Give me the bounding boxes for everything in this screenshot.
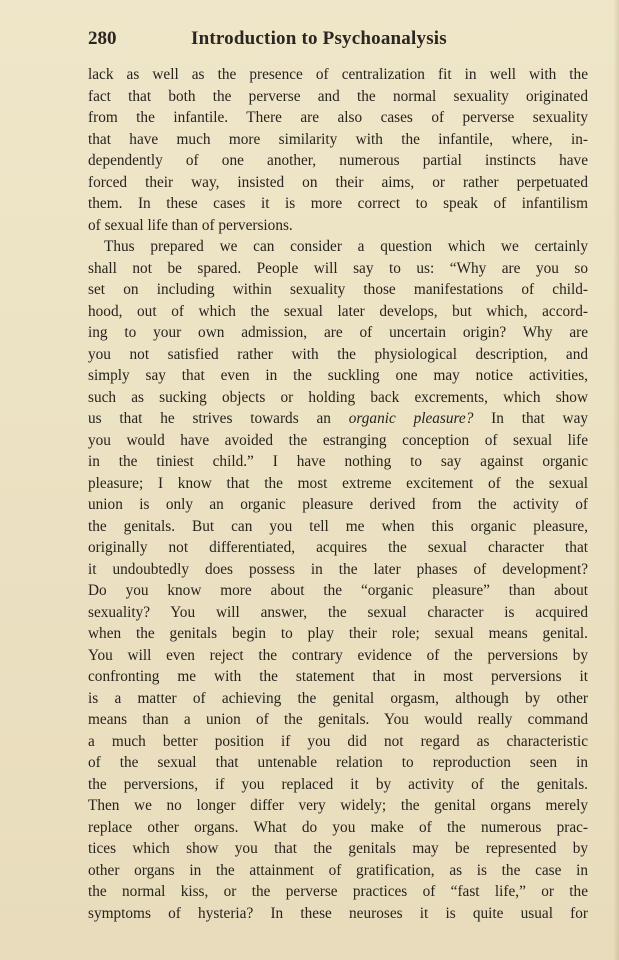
text-line: other organs in the attainment of gratification, as is the case in <box>88 861 588 879</box>
text-line: Do you know more about the “organic pleasure” than about <box>88 582 588 599</box>
text-line: simply say that even in the suckling one may notice activities, <box>88 367 588 384</box>
text-line: sexuality? You will answer, the sexual character is acquired <box>88 603 588 621</box>
text-line: forced their way, insisted on their aims, or rather perpetuated <box>88 173 588 191</box>
text-line: pleasure; I know that the most extreme excitement of the sexual <box>88 474 588 492</box>
text-line: means than a union of the genitals. You would really command <box>88 711 588 728</box>
text-line: confronting me with the statement that in most perversions it <box>88 668 588 685</box>
page-edge-shadow <box>613 0 619 960</box>
text-line: from the infantile. There are also cases of perverse sexuality <box>88 109 588 126</box>
text-line: of the sexual that untenable relation to reproduction seen in <box>88 754 588 771</box>
text-line: lack as well as the presence of centralization fit in well with the <box>88 66 588 83</box>
page-header <box>88 26 588 54</box>
text-line: it undoubtedly does possess in the later phases of development? <box>88 560 588 578</box>
text-line: symptoms of hysteria? In these neuroses it is quite usual for <box>88 904 588 922</box>
text-segment: us that he strives towards an <box>88 410 349 427</box>
text-line: the perversions, if you replaced it by activity of the genitals. <box>88 775 588 793</box>
emphasized-phrase: organic pleasure? <box>348 410 474 427</box>
text-line: the normal kiss, or the perverse practices of “fast life,” or the <box>88 883 588 900</box>
text-line: Then we no longer differ very widely; the genital organs merely <box>88 797 588 814</box>
text-line: is a matter of achieving the genital orgasm, although by other <box>88 689 588 707</box>
text-line: in the tiniest child.” I have nothing to say against organic <box>88 453 588 470</box>
text-line: you would have avoided the estranging conception of sexual life <box>88 431 588 449</box>
text-line: you not satisfied rather with the physiological description, and <box>88 345 588 363</box>
text-segment: In that way <box>473 410 588 427</box>
text-line: them. In these cases it is more correct to speak of infantilism <box>88 195 588 212</box>
running-title: Introduction to Psychoanalysis <box>191 28 447 49</box>
text-line: such as sucking objects or holding back excrements, which show <box>88 388 588 406</box>
text-line: union is only an organic pleasure derived from the activity of <box>88 496 588 513</box>
paragraph-start-line: Thus prepared we can consider a question which we certainly <box>104 238 588 255</box>
text-line: tices which show you that the genitals may be represented by <box>88 840 588 857</box>
paragraph-end-line: of sexual life than of perversions. <box>88 216 293 234</box>
page-number: 280 <box>88 28 117 49</box>
text-line: hood, out of which the sexual later develops, but which, accord- <box>88 302 588 320</box>
body-text <box>88 64 588 924</box>
text-line: You will even reject the contrary evidence of the perversions by <box>88 646 588 664</box>
text-line: originally not differentiated, acquires the sexual character that <box>88 539 588 556</box>
text-line: that have much more similarity with the infantile, where, in- <box>88 130 588 148</box>
text-line: set on including within sexuality those manifestations of child- <box>88 281 588 298</box>
text-line: shall not be spared. People will say to us: “Why are you so <box>88 259 588 277</box>
text-line: fact that both the perverse and the normal sexuality originated <box>88 87 588 105</box>
text-line <box>88 408 588 430</box>
text-line: replace other organs. What do you make of the numerous prac- <box>88 818 588 836</box>
text-line: the genitals. But can you tell me when this organic pleasure, <box>88 517 588 535</box>
text-line: a much better position if you did not regard as characteristic <box>88 732 588 750</box>
text-line: dependently of one another, numerous partial instincts have <box>88 152 588 169</box>
text-line: when the genitals begin to play their role; sexual means genital. <box>88 625 588 642</box>
text-line: ing to your own admission, are of uncertain origin? Why are <box>88 324 588 341</box>
